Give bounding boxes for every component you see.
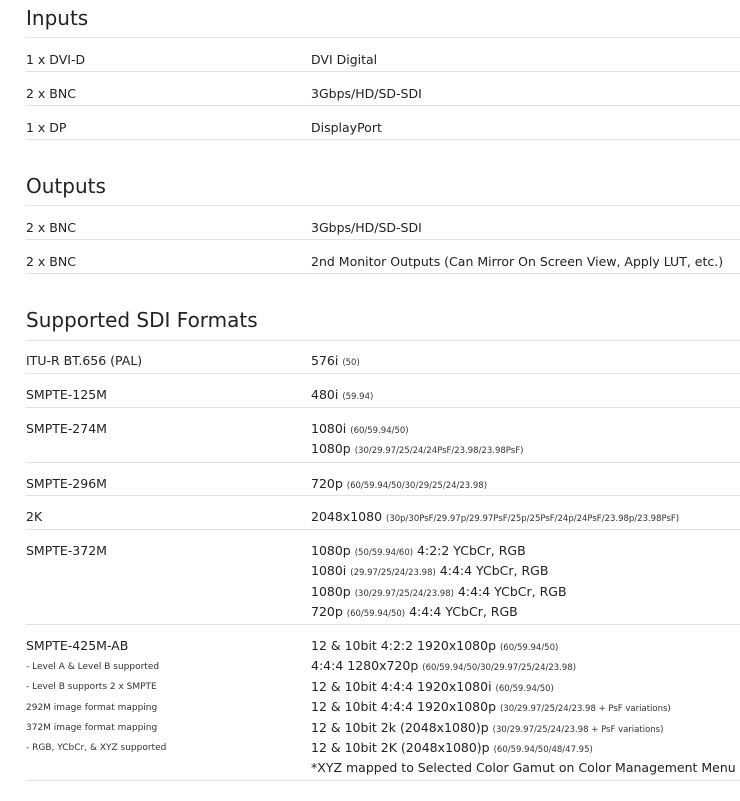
inputs-row-1-port: 1 x DVI-D (26, 52, 86, 67)
sdi-format-line: 576i (50) (311, 353, 360, 368)
sdi-format-line: 12 & 10bit 4:4:4 1920x1080p (30/29.97/25/24/23.98 + PsF variations) (311, 699, 671, 714)
divider (26, 239, 740, 240)
sdi-standard: SMPTE-372M (26, 543, 107, 558)
inputs-row-3-port: 1 x DP (26, 120, 67, 135)
inputs-row-3-desc: DisplayPort (311, 120, 382, 135)
divider (26, 340, 740, 341)
sdi-standard-note: 372M image format mapping (26, 723, 158, 733)
outputs-row-2-desc: 2nd Monitor Outputs (Can Mirror On Screen View, Apply LUT, etc.) (311, 254, 724, 269)
sdi-standard-note: - RGB, YCbCr, & XYZ supported (26, 743, 167, 753)
divider (26, 624, 740, 625)
sdi-standard: SMPTE-274M (26, 421, 107, 436)
divider (26, 71, 740, 72)
inputs-row-2-desc: 3Gbps/HD/SD-SDI (311, 86, 422, 101)
sdi-standard: SMPTE-125M (26, 387, 107, 402)
sdi-title: Supported SDI Formats (26, 308, 258, 332)
sdi-format-line: 12 & 10bit 4:4:4 1920x1080i (60/59.94/50) (311, 679, 554, 694)
sdi-format-line: 1080p (30/29.97/25/24/24PsF/23.98/23.98PsF) (311, 441, 524, 456)
divider (26, 205, 740, 206)
sdi-format-line: 1080p (50/59.94/60) 4:2:2 YCbCr, RGB (311, 543, 526, 558)
outputs-row-1-desc: 3Gbps/HD/SD-SDI (311, 220, 422, 235)
sdi-standard: SMPTE-296M (26, 476, 107, 491)
sdi-format-line: 4:4:4 1280x720p (60/59.94/50/30/29.97/25/24/23.98) (311, 658, 577, 673)
outputs-title: Outputs (26, 174, 106, 198)
sdi-format-line: 1080i (60/59.94/50) (311, 421, 409, 436)
sdi-format-line: 2048x1080 (30p/30PsF/29.97p/29.97PsF/25p/25PsF/24p/24PsF/23.98p/23.98PsF) (311, 509, 680, 524)
sdi-standard: SMPTE-425M-AB (26, 638, 129, 653)
sdi-format-line: 12 & 10bit 2K (2048x1080)p (60/59.94/50/48/47.95) (311, 740, 593, 755)
divider (26, 105, 740, 106)
divider (26, 273, 740, 274)
divider (26, 529, 740, 530)
sdi-format-line: 720p (60/59.94/50/30/29/25/24/23.98) (311, 476, 488, 491)
sdi-standard-note: 292M image format mapping (26, 703, 158, 713)
inputs-row-1-desc: DVI Digital (311, 52, 378, 67)
sdi-standard-note: - Level B supports 2 x SMPTE (26, 682, 157, 692)
inputs-title: Inputs (26, 6, 89, 30)
divider (26, 37, 740, 38)
divider (26, 407, 740, 408)
sdi-format-line: 1080p (30/29.97/25/24/23.98) 4:4:4 YCbCr, RGB (311, 584, 567, 599)
outputs-row-1-port: 2 x BNC (26, 220, 76, 235)
sdi-format-line: 1080i (29.97/25/24/23.98) 4:4:4 YCbCr, RGB (311, 563, 549, 578)
sdi-standard: ITU-R BT.656 (PAL) (26, 353, 143, 368)
sdi-standard-note: - Level A & Level B supported (26, 662, 160, 672)
divider (26, 139, 740, 140)
divider (26, 462, 740, 463)
divider (26, 780, 740, 781)
sdi-standard: 2K (26, 509, 43, 524)
sdi-footnote: *XYZ mapped to Selected Color Gamut on Color Management Menu (311, 760, 736, 775)
outputs-row-2-port: 2 x BNC (26, 254, 76, 269)
inputs-row-2-port: 2 x BNC (26, 86, 76, 101)
sdi-format-line: 480i (59.94) (311, 387, 374, 402)
divider (26, 373, 740, 374)
divider (26, 495, 740, 496)
sdi-format-line: 12 & 10bit 2k (2048x1080)p (30/29.97/25/24/23.98 + PsF variations) (311, 720, 664, 735)
sdi-format-line: 720p (60/59.94/50) 4:4:4 YCbCr, RGB (311, 604, 518, 619)
sdi-format-line: 12 & 10bit 4:2:2 1920x1080p (60/59.94/50) (311, 638, 559, 653)
